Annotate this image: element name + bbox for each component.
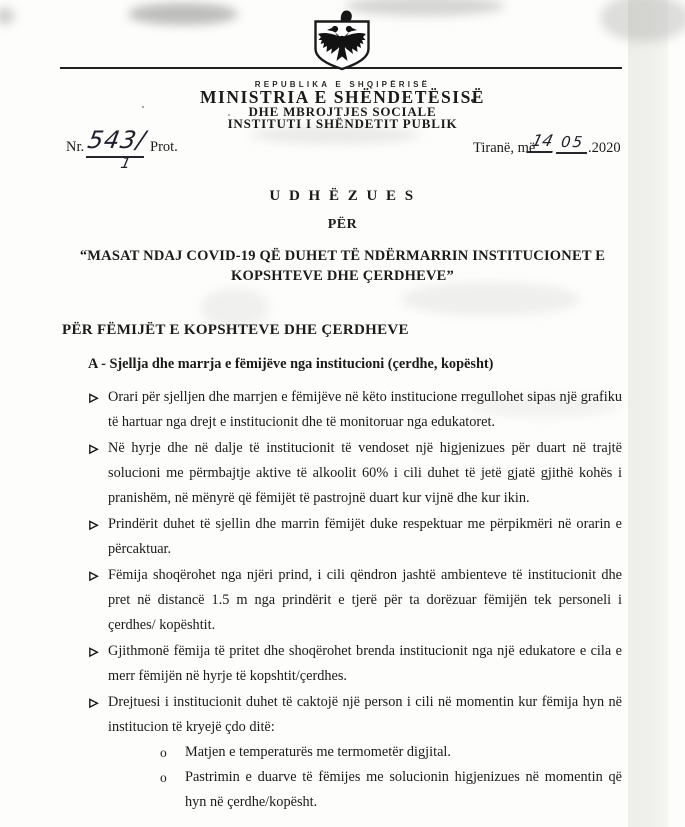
republic-heading: REPUBLIKA E SHQIPËRISË <box>254 80 431 89</box>
bullet-text: Orari për sjelljen dhe marrjen e fëmijëve në këto institucione rregullohet sipas një grafiku të hartuar nga drejt e institucionit dhe të monitoruar nga edukatoret. <box>108 389 622 430</box>
document-title-block <box>0 188 685 286</box>
sub-bullet-list <box>160 740 622 815</box>
protocol-number-denominator: 1 <box>119 154 133 172</box>
arrow-bullet-icon <box>88 385 108 435</box>
title-preposition: PËR <box>327 217 358 232</box>
list-item <box>88 639 622 689</box>
institute-name: INSTITUTI I SHËNDETIT PUBLIK <box>227 116 458 131</box>
bullet-text: Fëmija shoqërohet nga njëri prind, i cili qëndron jashtë ambienteve të institucionit dhe pret në distancë 1.5 m nga prindërit e tjerë për ta dorëzuar fëmijën tek personeli i çerdhes/ kopështit. <box>108 567 622 633</box>
arrow-bullet-icon <box>88 563 108 638</box>
protocol-number-label: Nr. <box>66 139 85 155</box>
circle-bullet-marker: o <box>160 770 167 785</box>
list-item <box>88 512 622 562</box>
date-year: .2020 <box>588 140 621 156</box>
scan-smudge <box>128 3 238 25</box>
arrow-bullet-icon <box>88 512 108 562</box>
scan-smudge <box>600 0 685 42</box>
section-heading: PËR FËMIJËT E KOPSHTEVE DHE ÇERDHEVE <box>62 322 409 338</box>
list-item <box>88 563 622 638</box>
circle-bullet-marker: o <box>160 745 167 760</box>
list-item <box>88 690 622 815</box>
sub-list-item <box>160 765 622 815</box>
prot-label: Prot. <box>150 139 178 155</box>
bullet-text: Drejtuesi i institucionit duhet të caktojë një person i cili në momentin kur fëmija hyn në institucion të kryejë çdo ditë: <box>108 694 622 735</box>
bullet-text: Gjithmonë fëmija të pritet dhe shoqërohet brenda institucionit nga një edukatore e cila e merr fëmijën në hyrje të kopshtit/çerdhes. <box>108 643 622 684</box>
ministry-name: MINISTRIA E SHËNDETËSISË <box>200 87 485 107</box>
arrow-bullet-icon <box>88 436 108 511</box>
bullet-list <box>62 385 622 815</box>
document-body <box>62 322 622 816</box>
albanian-double-headed-eagle-shield-icon <box>312 9 372 76</box>
list-item <box>88 385 622 435</box>
place-date-label: Tiranë, më <box>473 140 536 156</box>
list-item <box>88 436 622 511</box>
scan-smudge <box>0 8 14 24</box>
sub-bullet-text: Pastrimin e duarve të fëmijes me solucionin higjenizues në momentin që hyn në çerdhe/kopësht. <box>185 769 622 810</box>
sub-bullet-text: Matjen e temperaturës me termometër digjital. <box>185 744 451 760</box>
scan-smudge <box>400 282 580 316</box>
subsection-heading: A - Sjellja dhe marrja e fëmijëve nga institucioni (çerdhe, kopësht) <box>88 356 494 372</box>
date-month-handwritten: 05 <box>556 133 589 154</box>
bullet-text: Në hyrje dhe në dalje të institucionit të vendoset një higjenizues për duart në trajtë solucioni me përmbajtje aktive të alkoolit 60% i cili duhet të jetë gjatë gjithë kohës i pranishëm, në mënyrë që fëmijët të pastrojnë duart kur vijnë dhe kur ikin. <box>108 440 622 506</box>
arrow-bullet-icon <box>88 639 108 689</box>
sub-list-item <box>160 740 622 765</box>
bullet-text: Prindërit duhet të sjellin dhe marrin fëmijët duke respektuar me përpikmëri në orarin e përcaktuar. <box>108 516 622 557</box>
protocol-number-handwritten: 543/ <box>85 126 149 154</box>
title-subject: “MASAT NDAJ COVID-19 QË DUHET TË NDËRMARRIN INSTITUCIONET E KOPSHTEVE DHE ÇERDHEVE” <box>79 248 606 284</box>
date-day-handwritten: 14 <box>526 131 558 153</box>
protocol-number-underline <box>86 156 144 158</box>
ministry-name-2: DHE MBROJTJES SOCIALE <box>248 104 437 119</box>
arrow-bullet-icon <box>88 690 108 815</box>
document-title: U D H Ë Z U E S <box>269 188 416 204</box>
